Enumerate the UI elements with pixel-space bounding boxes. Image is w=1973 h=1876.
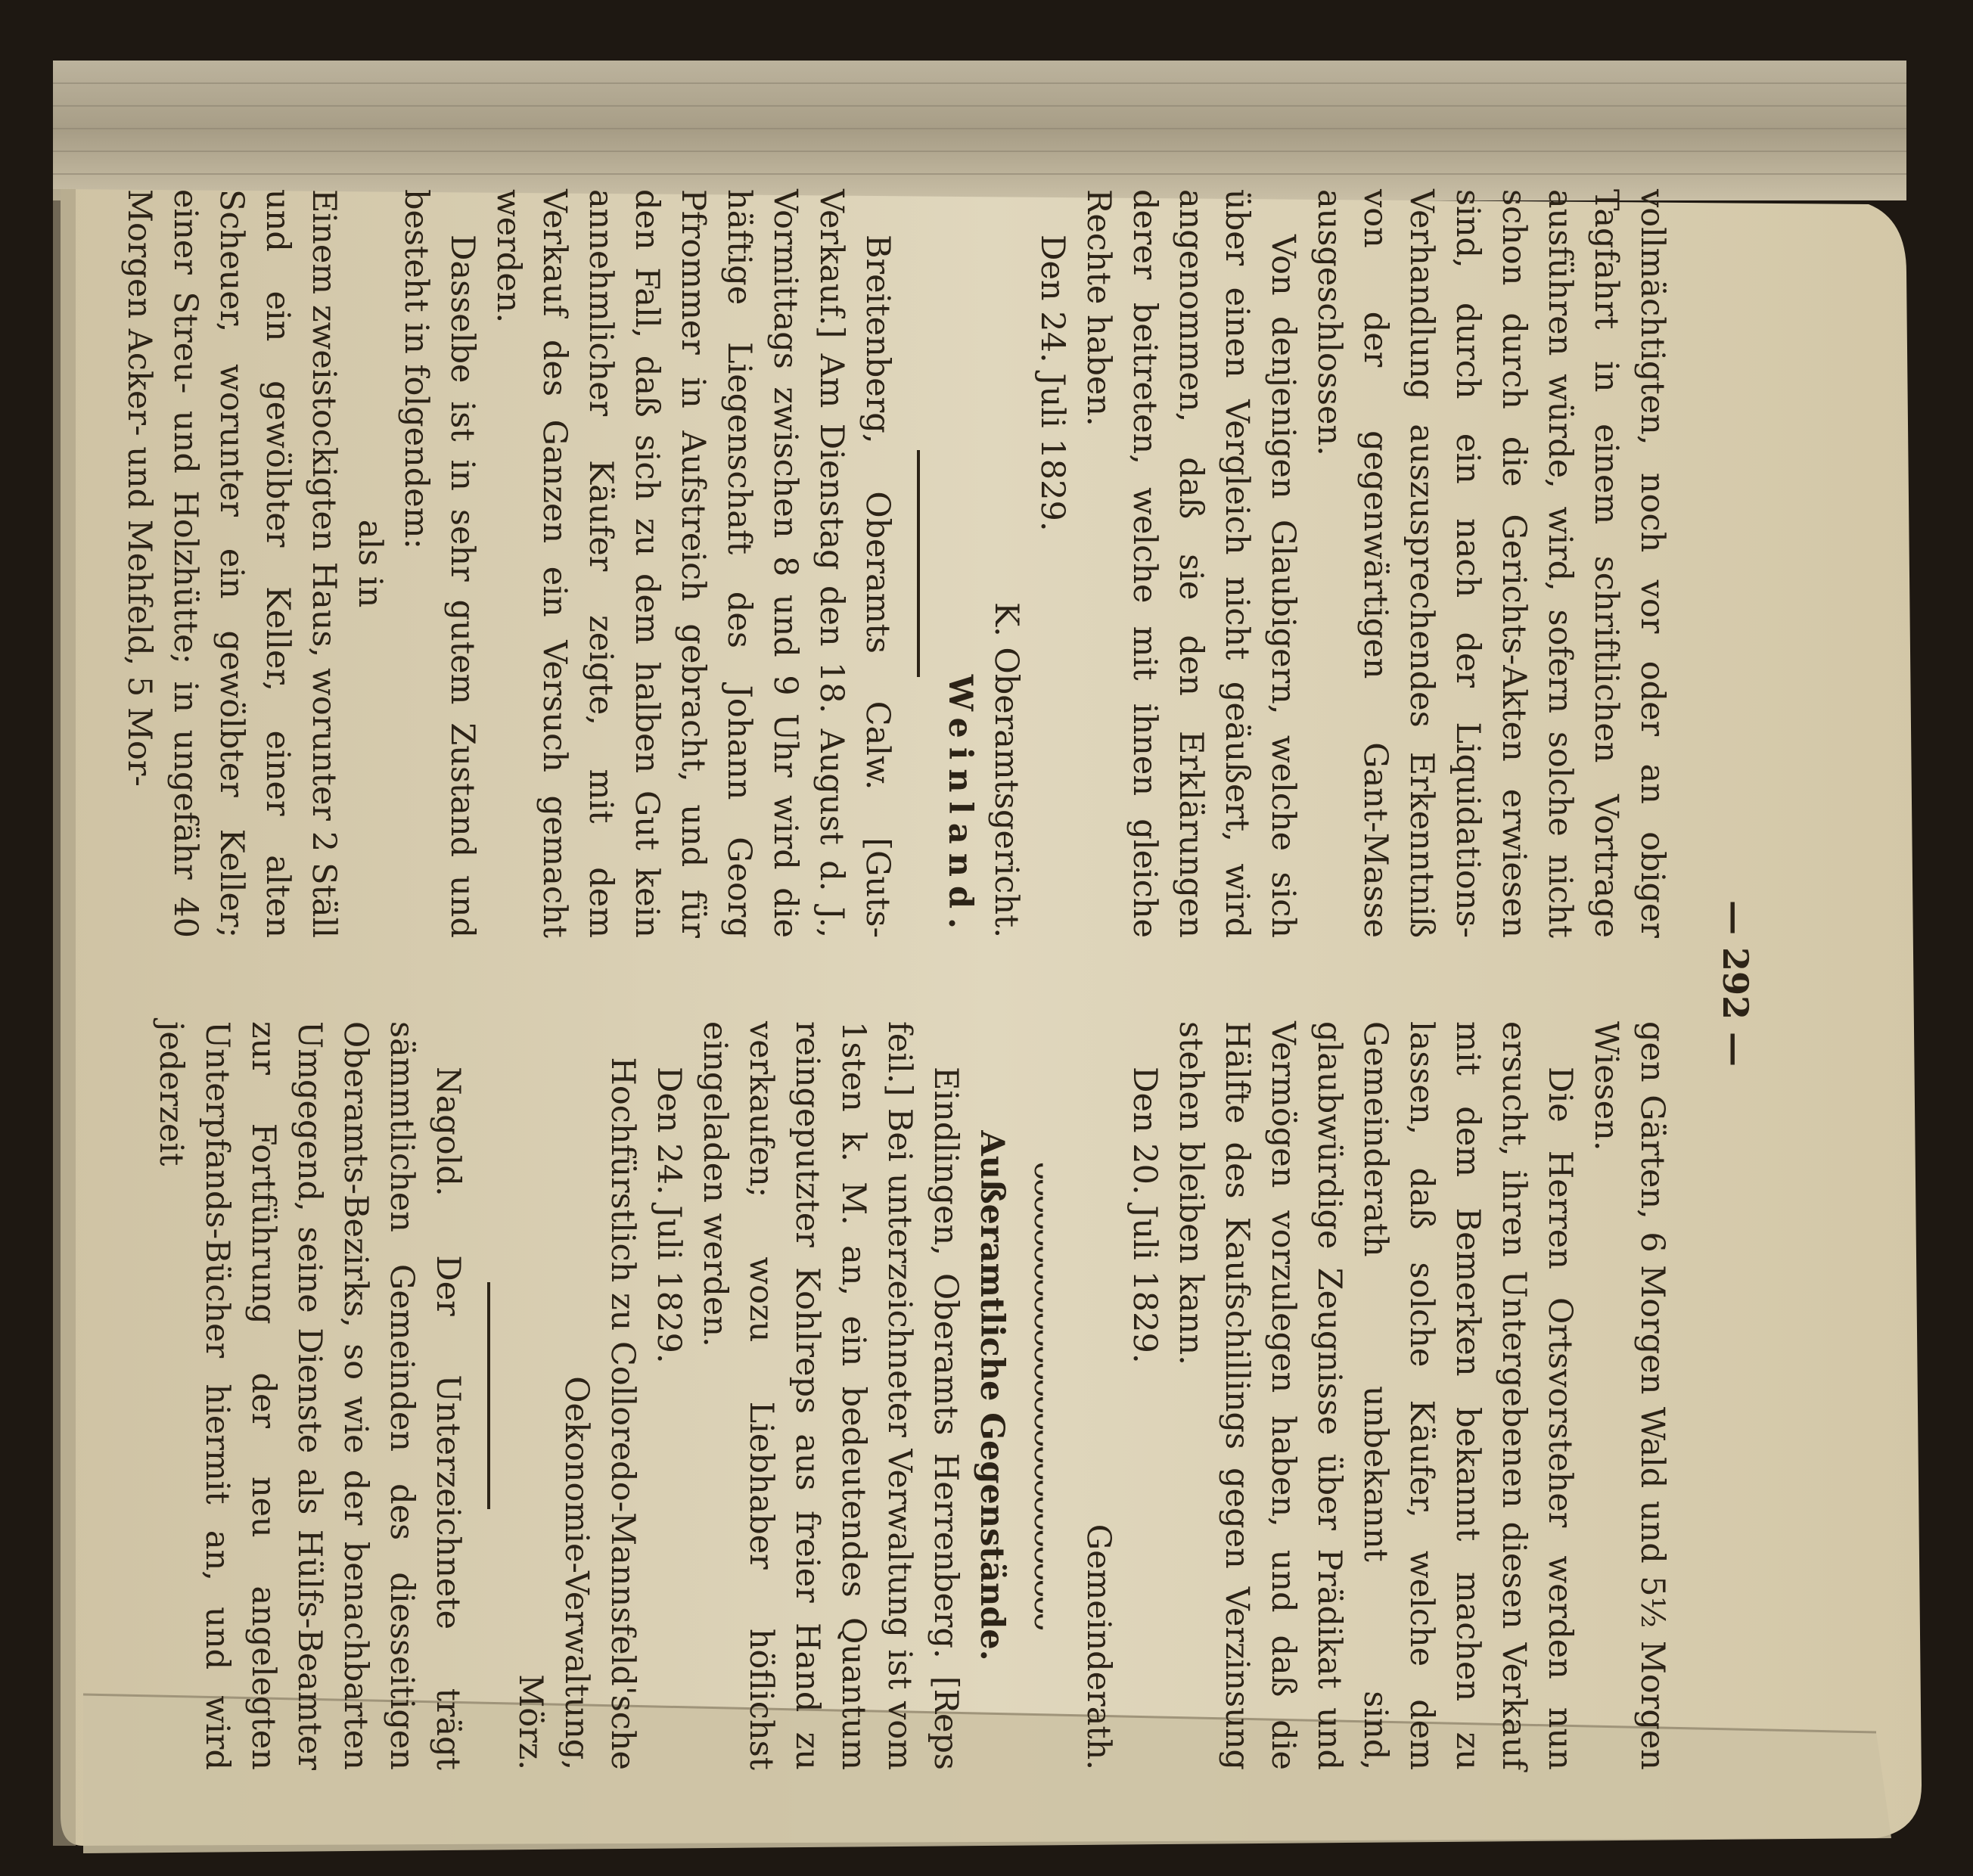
date-line-3: Den 24. Juli 1829. — [650, 1067, 688, 1364]
nagold-text: Nagold. Der Unterzeichnete trägt sämmtlichen Gemeinden des diesseitigen Oberamts-Bezirks, so wie der benachbarten Umgegend, seine Dienste als Hülfs-Beamter zur Fortführung der neu angelegten Unterpfands-Bücher hiermit an, und wird jederzeit — [152, 1021, 467, 1770]
date-line: Den 24. Juli 1829. — [1033, 234, 1071, 532]
book-edge — [53, 61, 1906, 200]
ortsvorsteher-text: Die Herren Ortsvorsteher werden nun ersucht, ihren Untergebenen diesen Verkauf mit dem Bemerken bekannt machen zu lassen, daß solche Käufer, welche dem Gemeinderath unbekannt sind, glaubwürdige Zeugnisse über Prädikat und Vermögen vorzulegen haben, und daß die Hälfte des Kaufschillings gegen Verzinsung stehen bleiben kann. — [1172, 1021, 1579, 1770]
page-text — [120, 189, 1758, 1778]
guts-verkauf-text: Breitenberg, Oberamts Calw. [Guts-Verkauf.] Am Dienstag den 18. August d. J., Vormittags zwischen 8 und 9 Uhr wird die häftige Liegenschaft des Johann Georg Pfrommer in Aufstreich gebracht, und für den Fall, daß sich zu dem halben Gut kein annehmlicher Käufer zeigte, mit dem Verkauf des Ganzen ein Versuch gemacht werden. — [489, 189, 896, 938]
signature-name: Weinland. — [941, 674, 979, 938]
als-in-text: als in — [351, 519, 389, 608]
gant-text: vollmächtigten, noch vor oder an obiger Tagfahrt in einem schriftlichen Vortrage ausführen würde, wird, sofern solche nicht schon durch die Gerichts-Akten erwiesen sind, durch ein nach der Liquidations-Verhandlung auszusprechendes Erkenntniß von der gegenwärtigen Gant-Masse ausgeschlossen. — [1310, 189, 1671, 938]
condition-text: Dasselbe ist in sehr gutem Zustand und besteht in folgendem: — [397, 189, 481, 938]
reps-text: Eindlingen, Oberamts Herrenberg. [Reps feil.] Bei unterzeichneter Verwaltung ist vom 1sten k. M. an, ein bedeutendes Quantum reingeputzter Kohlreps aus freier Hand zu verkaufen; wozu Liebhaber höflichst eingeladen werden. — [696, 1021, 965, 1770]
left-column — [116, 189, 1675, 938]
section-heading: Außeramtliche Gegenstände. — [973, 1130, 1011, 1661]
signature-gemeinderath: Gemeinderath. — [1080, 1523, 1117, 1770]
date-line-2: Den 20. Juli 1829. — [1126, 1067, 1164, 1364]
property-list-text: Einem zweistockigten Haus, worunter 2 Ställ und ein gewölbter Keller, einer alten Scheuer, worunter ein gewölbter Keller; einer Streu- und Holzhütte; in ungefähr 40 Morgen Acker- und Mehfeld, 5 Mor- — [120, 189, 343, 938]
signature-verwaltung: Hochfürstlich zu Colloredo-Mannsfeld'sche Oekonomie-Verwaltung, — [558, 1057, 642, 1770]
right-column — [148, 1021, 1675, 1770]
signature-moerz: Mörz. — [511, 1674, 549, 1770]
separator-rule — [917, 450, 920, 677]
signature-court: K. Oberamtsgericht. — [987, 601, 1025, 938]
separator-rule-2 — [487, 1282, 490, 1509]
wavy-divider: ᴗᴗᴗᴗᴗᴗᴗᴗᴗᴗᴗᴗᴗᴗᴗᴗᴗᴗᴗᴗᴗᴗᴗᴗᴗᴗᴗᴗ — [1027, 1161, 1062, 1630]
gutter-shadow — [53, 189, 76, 1846]
page-number: — 292 — — [1715, 899, 1756, 1067]
creditors-text: Von denjenigen Glaubigern, welche sich über einen Vergleich nicht geäußert, wird angenommen, daß sie den Erklärungen derer beitreten, welche mit ihnen gleiche Rechte haben. — [1080, 189, 1302, 938]
gardens-text: gen Gärten, 6 Morgen Wald und 5½ Morgen Wiesen. — [1587, 1021, 1671, 1770]
